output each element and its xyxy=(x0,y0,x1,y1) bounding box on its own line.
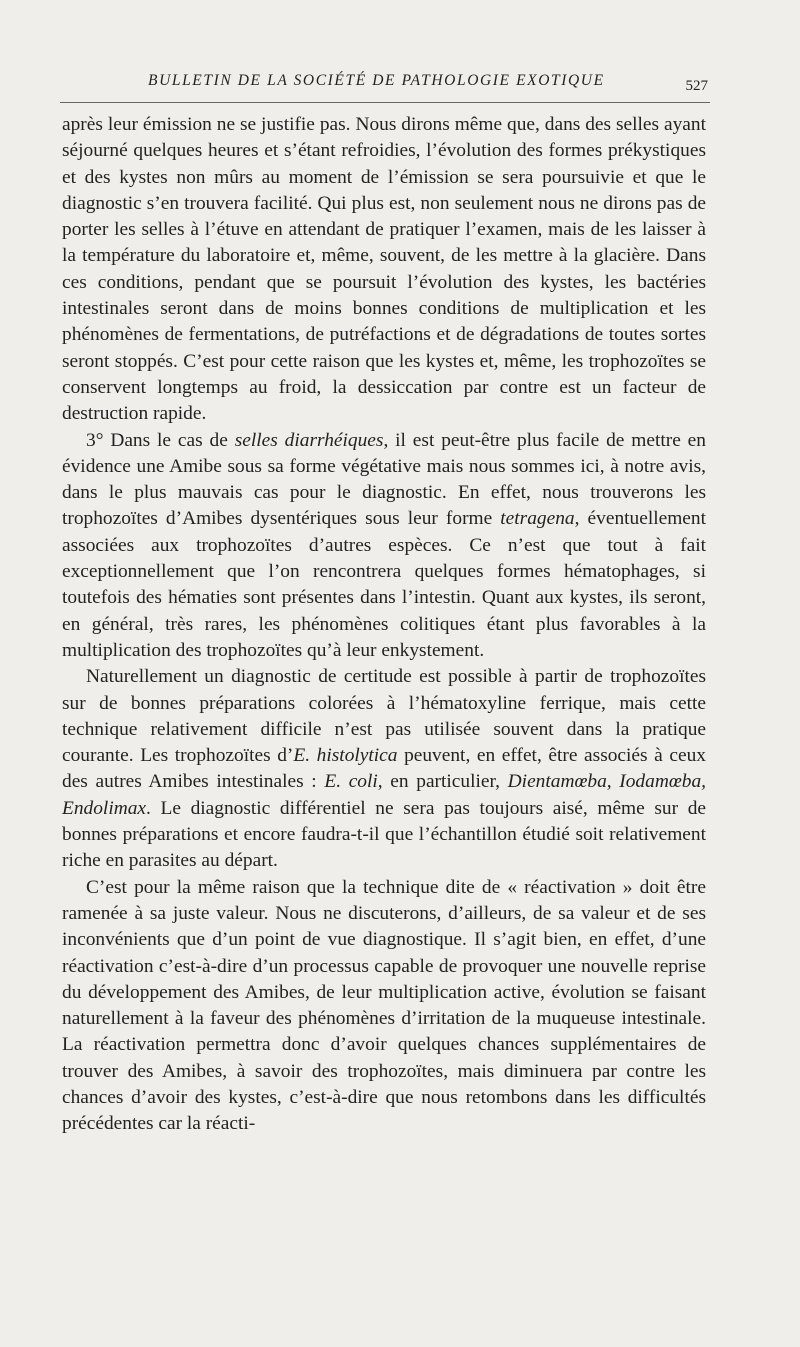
paragraph-1: après leur émission ne se justifie pas. Nous dirons même que, dans des selles ayant séjourné quelques heures et s’étant refroidies, l’évolution des formes prékystiques et des kystes non mûrs au moment de l’émission se sera poursuivie et que le diagnostic s’en trouvera facilité. Qui plus est, non seulement nous ne dirons pas de porter les selles à l’étuve en attendant de pratiquer l’examen, mais de les laisser à la température du laboratoire et, même, souvent, de les mettre à la glacière. Dans ces conditions, pendant que se poursuit l’évolution des kystes, les bactéries intestinales seront dans de moins bonnes conditions de multiplication et les phénomènes de fermentations, de putréfactions et de dégradations de toutes sortes seront stoppés. C’est pour cette raison que les kystes et, même, les trophozoïtes se conservent longtemps au froid, la dessiccation par contre est un facteur de destruction rapide. xyxy=(62,114,706,425)
italic-term: tetragena xyxy=(500,508,575,530)
paragraph-3-text: . Le diagnostic différentiel ne sera pas toujours aisé, même sur de bonnes préparations et encore faudra-t-il que l’échantillon étudié soit relativement riche en parasites au départ. xyxy=(62,797,706,872)
italic-term: Dientamœba, Iodamœba, Endolimax xyxy=(62,771,707,819)
italic-term: E. coli xyxy=(324,771,378,793)
paragraph-2-text: , éventuellement associées aux trophozoïtes d’autres espèces. Ce n’est que tout à fait exceptionnellement que l’on rencontrera quelques formes hématophages, si toutefois des hématies sont présentes dans l’intestin. Quant aux kystes, ils seront, en général, très rares, les phénomènes colitiques étant plus favorables à la multiplication des trophozoïtes qu’à leur enkystement. xyxy=(62,508,706,661)
paragraph-3-text: Naturellement un diagnostic de certitude est possible à partir de trophozoïtes sur de bonnes préparations colorées à l’hématoxyline ferrique, mais cette technique relativement difficile n’est pas utilisée souvent dans la pratique courante. Les trophozoïtes d’ xyxy=(62,666,706,767)
page-header xyxy=(60,68,710,103)
paragraph-3-text: , en particulier, xyxy=(377,771,508,793)
running-head: BULLETIN DE LA SOCIÉTÉ DE PATHOLOGIE EXOTIQUE xyxy=(148,72,605,89)
italic-term: selles diarrhéiques xyxy=(234,429,384,451)
italic-term: E. histolytica xyxy=(293,745,398,767)
paragraph-4: C’est pour la même raison que la technique dite de « réactivation » doit être ramenée à sa juste valeur. Nous ne discuterons, d’ailleurs, de sa valeur et de ses inconvénients que d’un point de vue diagnostique. Il s’agit bien, en effet, d’une réactivation c’est-à-dire d’un processus capable de provoquer une nouvelle reprise du développement des Amibes, de leur multiplication active, évolution se faisant naturellement à la faveur des phénomènes d’irritation de la muqueuse intestinale. La réactivation permettra donc d’avoir quelques chances supplémentaires de trouver des Amibes, à savoir des trophozoïtes, mais diminuera par contre les chances d’avoir des kystes, c’est-à-dire que nous retombons dans les difficultés précédentes car la réacti- xyxy=(62,876,706,1135)
page-number: 527 xyxy=(685,78,708,94)
body-text xyxy=(62,112,706,1138)
paragraph-3-text: peuvent, en effet, être associés à ceux des autres Amibes intestinales : xyxy=(62,745,706,793)
paragraph-2 xyxy=(62,428,706,665)
paragraph-3 xyxy=(62,664,706,874)
paragraph-2-text: 3° Dans le cas de xyxy=(86,429,235,451)
paragraph-2-text: , il est peut-être plus facile de mettre en évidence une Amibe sous sa forme végétative mais nous sommes ici, à notre avis, dans le plus mauvais cas pour le diagnostic. En effet, nous trouverons les trophozoïtes d’Amibes dysentériques sous leur forme xyxy=(62,429,706,530)
